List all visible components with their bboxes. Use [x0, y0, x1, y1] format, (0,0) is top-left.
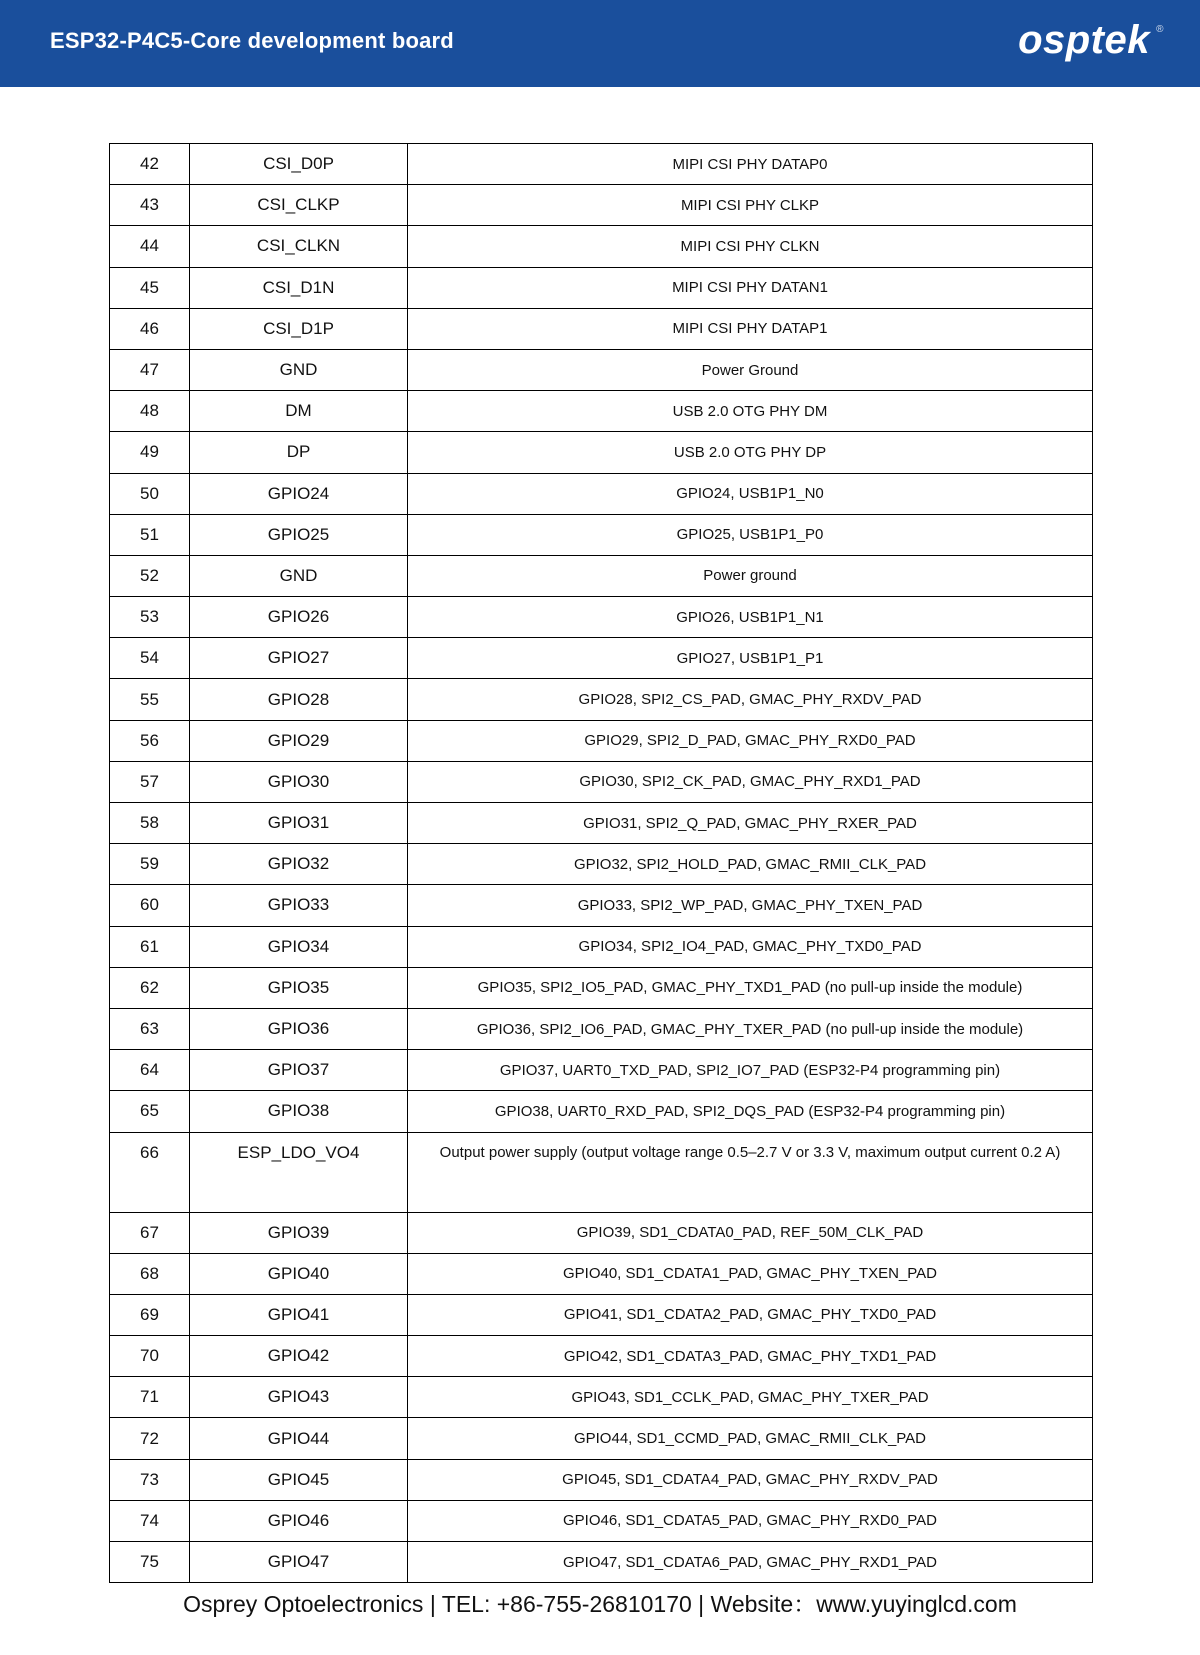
pin-number-cell: 66	[110, 1132, 190, 1212]
table-row	[110, 1253, 1093, 1294]
pin-name-cell: GPIO45	[190, 1459, 408, 1500]
table-row	[110, 1008, 1093, 1049]
pin-number-cell: 69	[110, 1294, 190, 1335]
pin-name-cell: GPIO29	[190, 720, 408, 761]
pin-number-cell: 42	[110, 144, 190, 185]
pin-number-cell: 68	[110, 1253, 190, 1294]
table-row	[110, 926, 1093, 967]
pin-number-cell: 46	[110, 308, 190, 349]
table-row	[110, 720, 1093, 761]
pin-description-cell: MIPI CSI PHY DATAN1	[408, 267, 1093, 308]
pin-description-cell: GPIO28, SPI2_CS_PAD, GMAC_PHY_RXDV_PAD	[408, 679, 1093, 720]
pin-number-cell: 43	[110, 185, 190, 226]
pin-number-cell: 56	[110, 720, 190, 761]
pin-name-cell: GPIO32	[190, 844, 408, 885]
page-header	[0, 0, 1200, 87]
pin-description-cell: Power Ground	[408, 349, 1093, 390]
pin-number-cell: 74	[110, 1500, 190, 1541]
pin-name-cell: GPIO35	[190, 967, 408, 1008]
table-row	[110, 844, 1093, 885]
pin-description-cell: GPIO38, UART0_RXD_PAD, SPI2_DQS_PAD (ESP32-P4 programming pin)	[408, 1091, 1093, 1132]
pin-description-cell: GPIO34, SPI2_IO4_PAD, GMAC_PHY_TXD0_PAD	[408, 926, 1093, 967]
pin-name-cell: GPIO31	[190, 803, 408, 844]
pin-description-cell: GPIO45, SD1_CDATA4_PAD, GMAC_PHY_RXDV_PAD	[408, 1459, 1093, 1500]
pin-description-cell: MIPI CSI PHY CLKP	[408, 185, 1093, 226]
pin-description-cell: Power ground	[408, 555, 1093, 596]
table-row	[110, 1050, 1093, 1091]
pin-name-cell: GPIO46	[190, 1500, 408, 1541]
registered-mark: ®	[1156, 24, 1164, 35]
pin-name-cell: GPIO26	[190, 597, 408, 638]
pin-name-cell: GPIO25	[190, 514, 408, 555]
table-row	[110, 885, 1093, 926]
pin-name-cell: GND	[190, 349, 408, 390]
table-row	[110, 144, 1093, 185]
pin-number-cell: 67	[110, 1212, 190, 1253]
pin-name-cell: CSI_D1N	[190, 267, 408, 308]
pin-name-cell: GPIO43	[190, 1377, 408, 1418]
pin-number-cell: 58	[110, 803, 190, 844]
document-title: ESP32-P4C5-Core development board	[50, 28, 454, 53]
pin-number-cell: 64	[110, 1050, 190, 1091]
table-row	[110, 1418, 1093, 1459]
pin-description-cell: USB 2.0 OTG PHY DP	[408, 432, 1093, 473]
pin-description-cell: GPIO26, USB1P1_N1	[408, 597, 1093, 638]
pin-description-cell: USB 2.0 OTG PHY DM	[408, 391, 1093, 432]
pin-description-cell: GPIO44, SD1_CCMD_PAD, GMAC_RMII_CLK_PAD	[408, 1418, 1093, 1459]
pin-description-cell: GPIO42, SD1_CDATA3_PAD, GMAC_PHY_TXD1_PAD	[408, 1336, 1093, 1377]
pin-description-cell: GPIO43, SD1_CCLK_PAD, GMAC_PHY_TXER_PAD	[408, 1377, 1093, 1418]
table-row	[110, 1542, 1093, 1583]
pin-description-cell: GPIO25, USB1P1_P0	[408, 514, 1093, 555]
pin-name-cell: DM	[190, 391, 408, 432]
pin-name-cell: GPIO41	[190, 1294, 408, 1335]
pin-number-cell: 52	[110, 555, 190, 596]
pin-description-cell: GPIO37, UART0_TXD_PAD, SPI2_IO7_PAD (ESP32-P4 programming pin)	[408, 1050, 1093, 1091]
pin-name-cell: GPIO47	[190, 1542, 408, 1583]
pin-description-cell: GPIO31, SPI2_Q_PAD, GMAC_PHY_RXER_PAD	[408, 803, 1093, 844]
pin-description-cell: GPIO33, SPI2_WP_PAD, GMAC_PHY_TXEN_PAD	[408, 885, 1093, 926]
pin-name-cell: CSI_CLKN	[190, 226, 408, 267]
pin-name-cell: ESP_LDO_VO4	[190, 1132, 408, 1212]
table-row	[110, 967, 1093, 1008]
table-row	[110, 803, 1093, 844]
pin-description-cell: GPIO40, SD1_CDATA1_PAD, GMAC_PHY_TXEN_PAD	[408, 1253, 1093, 1294]
pin-name-cell: GPIO27	[190, 638, 408, 679]
pin-name-cell: GPIO38	[190, 1091, 408, 1132]
table-row	[110, 432, 1093, 473]
pin-number-cell: 61	[110, 926, 190, 967]
pin-description-cell: GPIO35, SPI2_IO5_PAD, GMAC_PHY_TXD1_PAD (no pull-up inside the module)	[408, 967, 1093, 1008]
pin-number-cell: 59	[110, 844, 190, 885]
pin-name-cell: GPIO36	[190, 1008, 408, 1049]
pin-description-cell: GPIO29, SPI2_D_PAD, GMAC_PHY_RXD0_PAD	[408, 720, 1093, 761]
table-row	[110, 1500, 1093, 1541]
brand-logo	[1018, 18, 1164, 63]
pin-number-cell: 44	[110, 226, 190, 267]
pin-number-cell: 55	[110, 679, 190, 720]
pin-name-cell: DP	[190, 432, 408, 473]
pin-table	[109, 143, 1093, 1583]
pin-description-cell: GPIO24, USB1P1_N0	[408, 473, 1093, 514]
pin-description-cell: MIPI CSI PHY DATAP0	[408, 144, 1093, 185]
pin-number-cell: 53	[110, 597, 190, 638]
pin-table-body	[110, 144, 1093, 1583]
table-row	[110, 1294, 1093, 1335]
pin-name-cell: GPIO28	[190, 679, 408, 720]
brand-logo-text: osptek	[1018, 18, 1150, 62]
table-row	[110, 514, 1093, 555]
table-row	[110, 597, 1093, 638]
pin-name-cell: CSI_D1P	[190, 308, 408, 349]
table-row	[110, 1212, 1093, 1253]
pin-number-cell: 63	[110, 1008, 190, 1049]
pin-description-cell: GPIO27, USB1P1_P1	[408, 638, 1093, 679]
pin-name-cell: GPIO37	[190, 1050, 408, 1091]
pin-description-cell: GPIO46, SD1_CDATA5_PAD, GMAC_PHY_RXD0_PAD	[408, 1500, 1093, 1541]
pin-number-cell: 60	[110, 885, 190, 926]
pin-number-cell: 72	[110, 1418, 190, 1459]
pin-number-cell: 70	[110, 1336, 190, 1377]
pin-description-cell: MIPI CSI PHY DATAP1	[408, 308, 1093, 349]
pin-number-cell: 57	[110, 761, 190, 802]
pin-name-cell: GND	[190, 555, 408, 596]
pin-description-cell: GPIO30, SPI2_CK_PAD, GMAC_PHY_RXD1_PAD	[408, 761, 1093, 802]
pin-number-cell: 62	[110, 967, 190, 1008]
table-row	[110, 761, 1093, 802]
pin-name-cell: GPIO33	[190, 885, 408, 926]
table-row	[110, 1459, 1093, 1500]
pin-number-cell: 49	[110, 432, 190, 473]
table-row	[110, 1377, 1093, 1418]
table-row	[110, 1132, 1093, 1212]
table-row	[110, 679, 1093, 720]
table-row	[110, 226, 1093, 267]
pin-name-cell: GPIO39	[190, 1212, 408, 1253]
table-row	[110, 1091, 1093, 1132]
pin-description-cell: GPIO32, SPI2_HOLD_PAD, GMAC_RMII_CLK_PAD	[408, 844, 1093, 885]
table-row	[110, 349, 1093, 390]
pin-number-cell: 73	[110, 1459, 190, 1500]
pin-number-cell: 47	[110, 349, 190, 390]
table-row	[110, 638, 1093, 679]
pin-number-cell: 71	[110, 1377, 190, 1418]
pin-description-cell: GPIO41, SD1_CDATA2_PAD, GMAC_PHY_TXD0_PAD	[408, 1294, 1093, 1335]
table-row	[110, 473, 1093, 514]
pin-number-cell: 75	[110, 1542, 190, 1583]
table-row	[110, 555, 1093, 596]
pin-description-cell: GPIO47, SD1_CDATA6_PAD, GMAC_PHY_RXD1_PAD	[408, 1542, 1093, 1583]
pin-number-cell: 50	[110, 473, 190, 514]
table-row	[110, 267, 1093, 308]
page-footer: Osprey Optoelectronics | TEL: +86-755-26810170 | Website：www.yuyinglcd.com	[183, 1591, 1017, 1617]
table-row	[110, 391, 1093, 432]
table-row	[110, 308, 1093, 349]
pin-name-cell: CSI_D0P	[190, 144, 408, 185]
pin-name-cell: GPIO44	[190, 1418, 408, 1459]
pin-description-cell: GPIO36, SPI2_IO6_PAD, GMAC_PHY_TXER_PAD (no pull-up inside the module)	[408, 1008, 1093, 1049]
table-row	[110, 1336, 1093, 1377]
pin-number-cell: 51	[110, 514, 190, 555]
pin-description-cell: MIPI CSI PHY CLKN	[408, 226, 1093, 267]
pin-number-cell: 65	[110, 1091, 190, 1132]
pin-name-cell: GPIO30	[190, 761, 408, 802]
pin-name-cell: GPIO42	[190, 1336, 408, 1377]
pin-name-cell: GPIO24	[190, 473, 408, 514]
pin-description-cell: GPIO39, SD1_CDATA0_PAD, REF_50M_CLK_PAD	[408, 1212, 1093, 1253]
table-row	[110, 185, 1093, 226]
pin-number-cell: 45	[110, 267, 190, 308]
pin-description-cell: Output power supply (output voltage range 0.5–2.7 V or 3.3 V, maximum output current 0.2 A)	[408, 1132, 1093, 1212]
pin-number-cell: 54	[110, 638, 190, 679]
pin-name-cell: GPIO40	[190, 1253, 408, 1294]
pin-number-cell: 48	[110, 391, 190, 432]
pin-name-cell: CSI_CLKP	[190, 185, 408, 226]
pin-name-cell: GPIO34	[190, 926, 408, 967]
